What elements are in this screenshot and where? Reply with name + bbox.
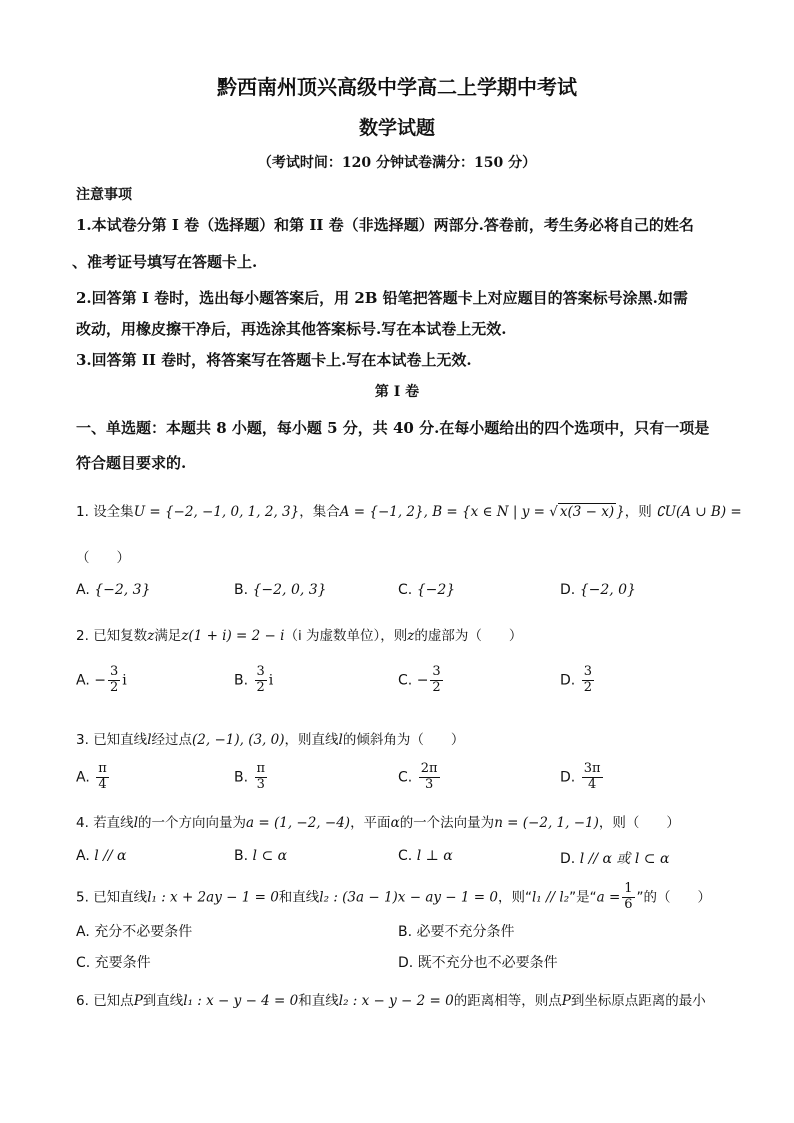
q1-option-c[interactable]: C. {−2} [398,582,456,598]
question-4-stem: 4. 若直线l的一个方向向量为a = (1, −2, −4)，平面α的一个法向量为n = (−2, 1, −1)，则（ ） [76,815,680,831]
question-5-number: 5. [76,889,89,906]
q3-option-d[interactable]: D. $\frac{3\pi}{4}$ [560,761,601,792]
question-2-number: 2. [76,628,89,644]
q1-option-b[interactable]: B. {−2, 0, 3} [234,582,327,598]
note-3: 3.回答第 II 卷时，将答案写在答题卡上.写在本试卷上无效. [76,351,472,369]
set-a-b: A = {−1, 2}, B = {x ∈ N | y = [339,504,545,520]
universal-set: U = {−2, −1, 0, 1, 2, 3} [133,504,300,520]
q3-option-c[interactable]: C. $\frac{2\pi}{3}$ [398,761,438,792]
question-3-number: 3. [76,732,89,748]
section-title: 第 I 卷 [374,384,420,400]
q1-option-a[interactable]: A. {−2, 3} [76,582,151,598]
q1-option-d[interactable]: D. {−2, 0} [560,582,636,598]
q2-option-a[interactable]: A. − $\frac{3}{2}$ i [76,664,127,695]
subject-title: 数学试题 [358,117,435,139]
question-1-number: 1. [76,504,89,520]
q2-option-b[interactable]: B. $\frac{3}{2}$ i [234,664,274,695]
q4-option-d[interactable]: D. l // α 或 l ⊂ α [560,851,670,867]
q5-option-b[interactable]: B. 必要不充分条件 [398,924,515,940]
sqrt-expression: x(3 − x) [559,504,615,520]
q2-option-c[interactable]: C. − $\frac{3}{2}$ [398,664,441,695]
part1-line-2: 符合题目要求的. [76,454,187,472]
complex-equation: z(1 + i) = 2 − i [181,628,285,644]
normal-vector: n = (−2, 1, −1) [494,815,599,831]
note-2-line-1: 2.回答第 I 卷时，选出每小题答案后，用 2B 铅笔把答题卡上对应题目的答案标号涂黑.如需 [76,289,688,307]
q3-option-b[interactable]: B. $\frac{\pi}{3}$ [234,761,266,792]
q5-option-d[interactable]: D. 既不充分也不必要条件 [398,955,558,971]
question-6-stem: 6. 已知点P到直线l₁ : x − y − 4 = 0和直线l₂ : x − y − 2 = 0的距离相等，则点P到坐标原点距离的最小 [76,993,706,1009]
question-3-stem: 3. 已知直线l经过点(2, −1), (3, 0)，则直线l的倾斜角为（ ） [76,732,465,748]
note-1-line-2: 、准考证号填写在答题卡上. [72,253,258,271]
line-l1: l₁ : x − y − 4 = 0 [183,993,299,1009]
q4-option-b[interactable]: B. l ⊂ α [234,848,288,864]
question-1-stem: 1. 设全集U = {−2, −1, 0, 1, 2, 3}，集合A = {−1, 2}, B = {x ∈ N | y = √ x(3 − x) }，则 ∁U(A ∪ B) = [76,504,742,520]
notes-heading: 注意事项 [76,187,132,203]
note-1-line-1: 1.本试卷分第 I 卷（选择题）和第 II 卷（非选择题）两部分.答卷前，考生务必将自己的姓名 [76,216,694,234]
q5-option-a[interactable]: A. 充分不必要条件 [76,924,193,940]
exam-title: 黔西南州顶兴高级中学高二上学期中考试 [217,75,577,99]
question-2-stem: 2. 已知复数z满足z(1 + i) = 2 − i（i 为虚数单位），则z的虚部为（ ） [76,628,523,644]
q3-option-a[interactable]: A. $\frac{\pi}{4}$ [76,761,107,792]
question-1-paren: （ ） [76,550,130,566]
complement-expression: ∁U(A ∪ B) = [656,504,742,520]
line-l2: l₂ : x − y − 2 = 0 [338,993,454,1009]
line-l1: l₁ : x + 2ay − 1 = 0 [147,889,279,906]
note-2-line-2: 改动，用橡皮擦干净后，再选涂其他答案标号.写在本试卷上无效. [76,320,507,338]
question-4-number: 4. [76,815,89,831]
line-points: (2, −1), (3, 0) [192,732,285,748]
part1-line-1: 一、单选题：本题共 8 小题，每小题 5 分，共 40 分.在每小题给出的四个选项中，只有一项是 [76,419,710,437]
q2-option-d[interactable]: D. $\frac{3}{2}$ [560,664,592,695]
line-l2: l₂ : (3a − 1)x − ay − 1 = 0 [319,889,498,906]
q4-option-c[interactable]: C. l ⊥ α [398,848,453,864]
question-6-number: 6. [76,993,89,1009]
exam-info: （考试时间：120 分钟试卷满分：150 分） [257,155,537,171]
q5-option-c[interactable]: C. 充要条件 [76,955,151,971]
q4-option-a[interactable]: A. l // α [76,848,127,864]
direction-vector: a = (1, −2, −4) [246,815,351,831]
question-5-stem: 5. 已知直线l₁ : x + 2ay − 1 = 0和直线l₂ : (3a − 1)x − ay − 1 = 0，则“l₁ // l₂”是“a = $\frac{1}{6}$ ”的（ ） [76,881,712,912]
